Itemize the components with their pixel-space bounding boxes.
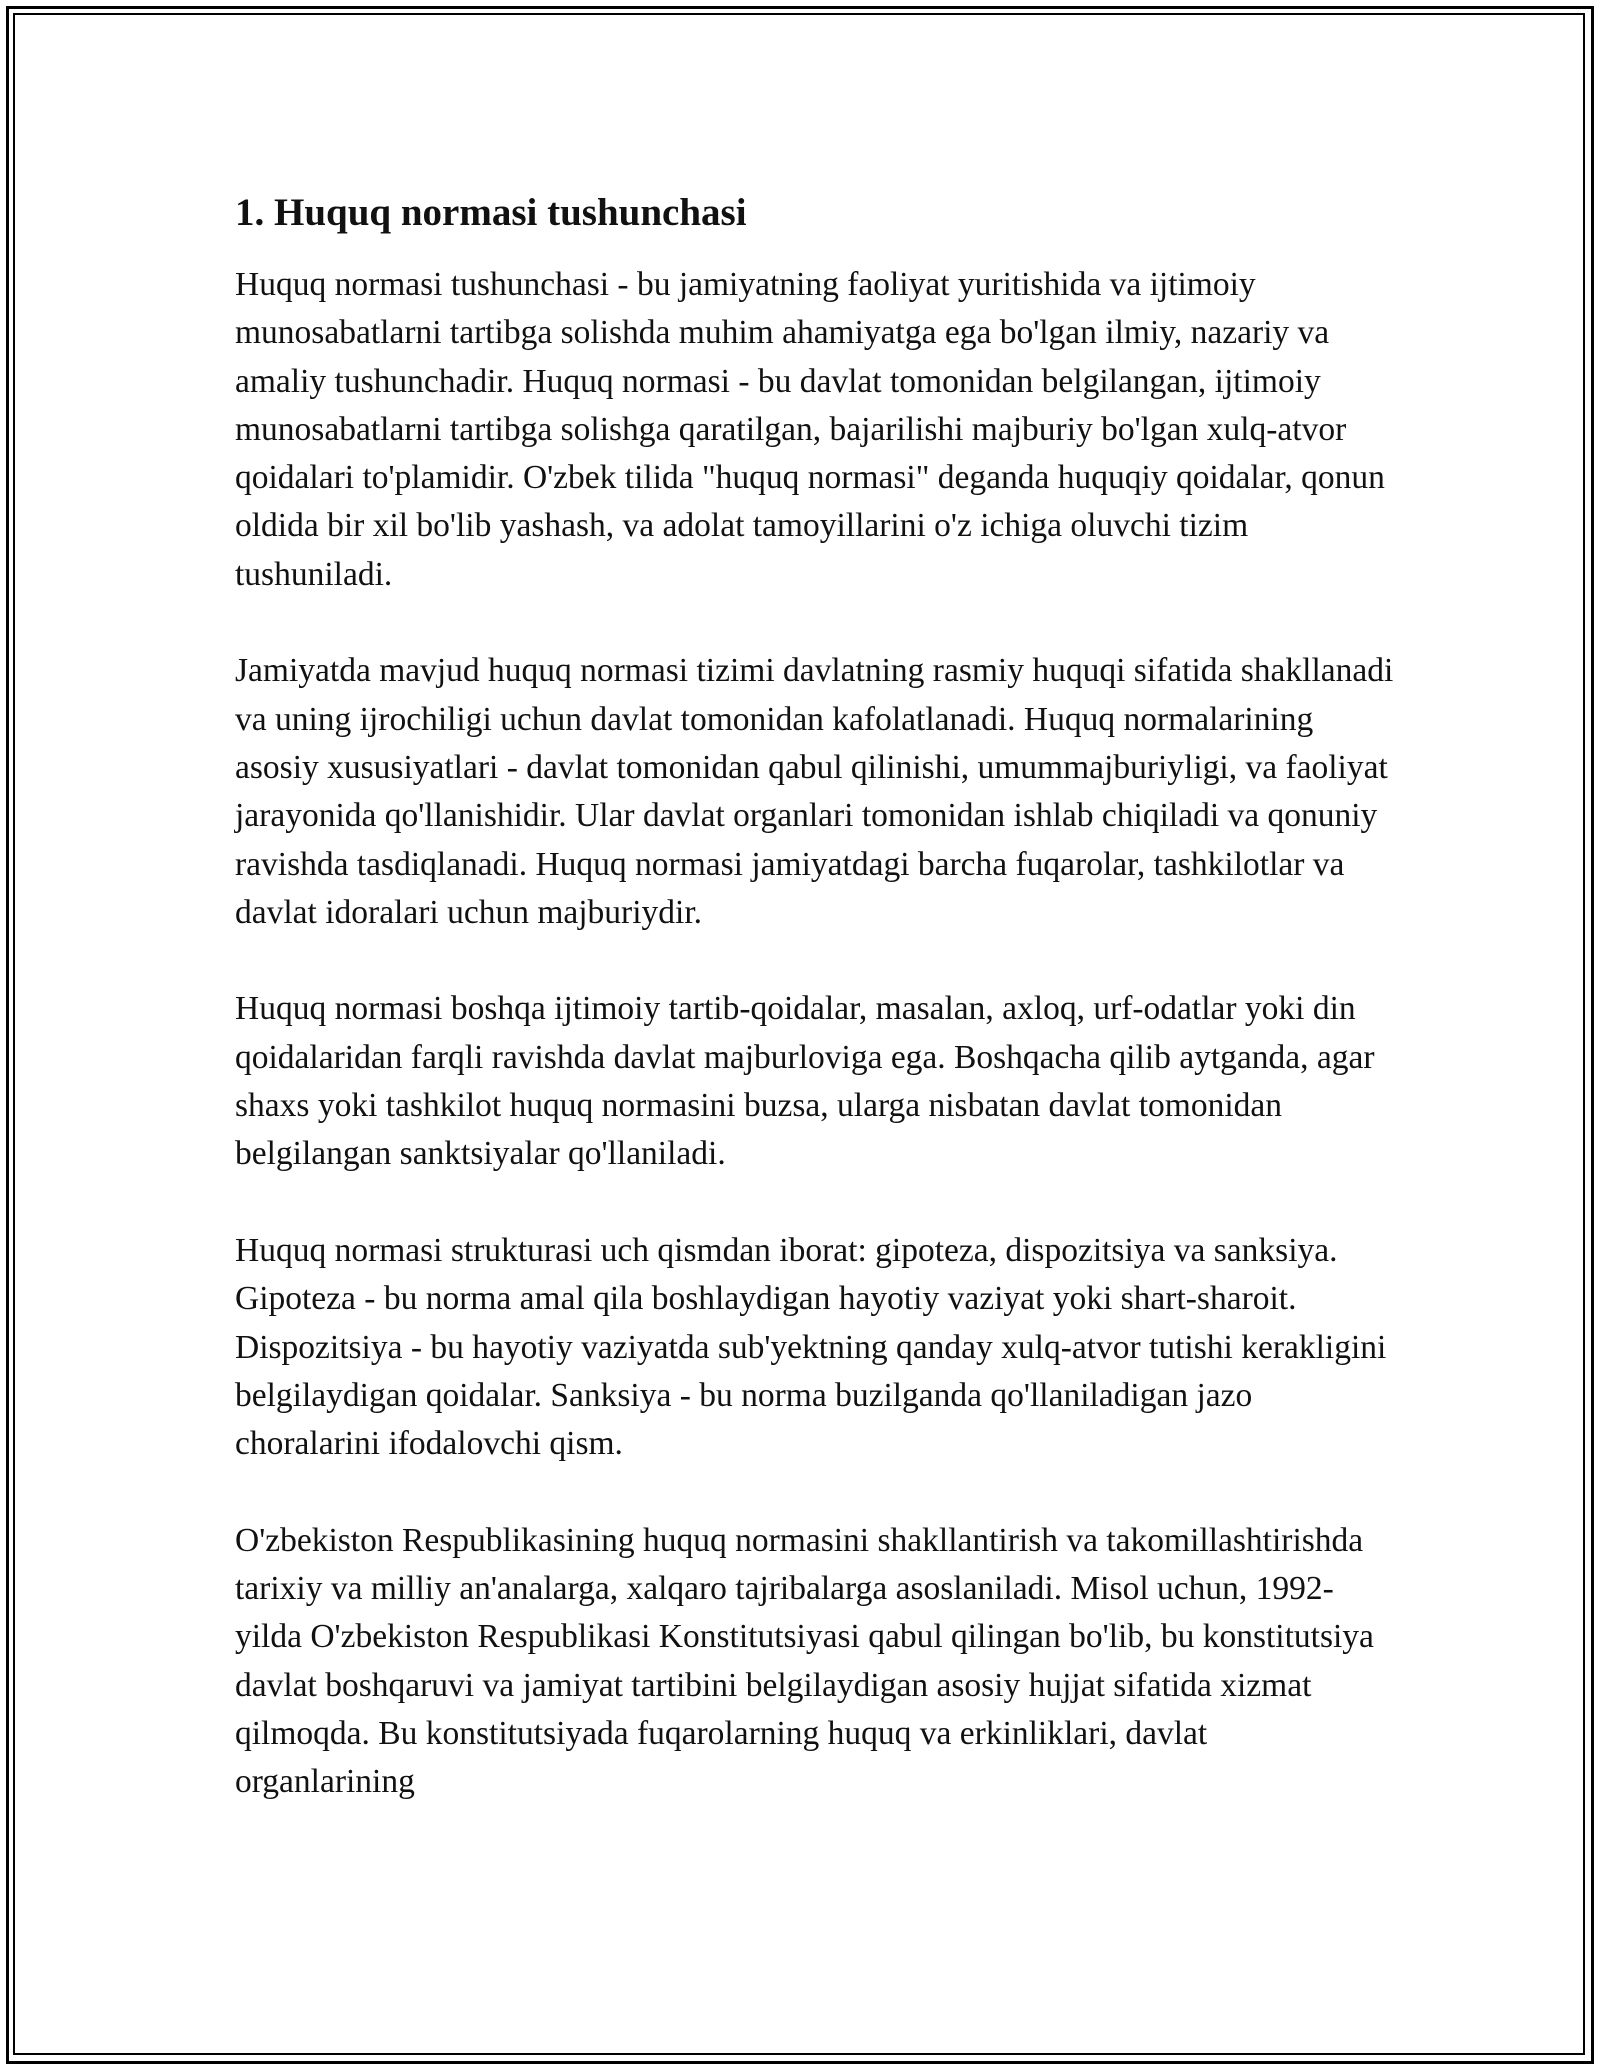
document-body	[235, 185, 1395, 1855]
section-heading: 1. Huquq normasi tushunchasi	[235, 191, 747, 234]
paragraph-enforcement: Huquq normasi boshqa ijtimoiy tartib-qoidalar, masalan, axloq, urf-odatlar yoki din qoidalaridan farqli ravishda davlat majburloviga ega. Boshqacha qilib aytganda, agar shaxs yoki tashkilot huquq normasini buzsa, ularga nisbatan davlat tomonidan belgilangan sanktsiyalar qo'llaniladi.	[235, 990, 1375, 1173]
paragraph-state-system: Jamiyatda mavjud huquq normasi tizimi davlatning rasmiy huquqi sifatida shakllanadi va uning ijrochiligi uchun davlat tomonidan kafolatlanadi. Huquq normalarining asosiy xususiyatlari - davlat tomonidan qabul qilinishi, umummajburiyligi, va faoliyat jarayonida qo'llanishidir. Ular davlat organlari tomonidan ishlab chiqiladi va qonuniy ravishda tasdiqlanadi. Huquq normasi jamiyatdagi barcha fuqarolar, tashkilotlar va davlat idoralari uchun majburiydir.	[235, 652, 1394, 931]
paragraph-definition: Huquq normasi tushunchasi - bu jamiyatning faoliyat yuritishida va ijtimoiy munosabatlarni tartibga solishda muhim ahamiyatga ega bo'lgan ilmiy, nazariy va amaliy tushunchadir. Huquq normasi - bu davlat tomonidan belgilangan, ijtimoiy munosabatlarni tartibga solishga qaratilgan, bajarilishi majburiy bo'lgan xulq-atvor qoidalari to'plamidir. O'zbek tilida "huquq normasi" deganda huquqiy qoidalar, qonun oldida bir xil bo'lib yashash, va adolat tamoyillarini o'z ichiga oluvchi tizim tushuniladi.	[235, 266, 1385, 593]
paragraph-structure: Huquq normasi strukturasi uch qismdan iborat: gipoteza, dispozitsiya va sanksiya. Gipoteza - bu norma amal qila boshlaydigan hayotiy vaziyat yoki shart-sharoit. Dispozitsiya - bu hayotiy vaziyatda sub'yektning qanday xulq-atvor tutishi kerakligini belgilaydigan qoidalar. Sanksiya - bu norma buzilganda qo'llaniladigan jazo choralarini ifodalovchi qism.	[235, 1231, 1387, 1463]
paragraph-uzbekistan: O'zbekiston Respublikasining huquq normasini shakllantirish va takomillashtirishda tarixiy va milliy an'analarga, xalqaro tajribalarga asoslaniladi. Misol uchun, 1992-yilda O'zbekiston Respublikasi Konstitutsiyasi qabul qilingan bo'lib, bu konstitutsiya davlat boshqaruvi va jamiyat tartibini belgilaydigan asosiy hujjat sifatida xizmat qilmoqda. Bu konstitutsiyada fuqarolarning huquq va erkinliklari, davlat organlarining	[235, 1521, 1374, 1801]
